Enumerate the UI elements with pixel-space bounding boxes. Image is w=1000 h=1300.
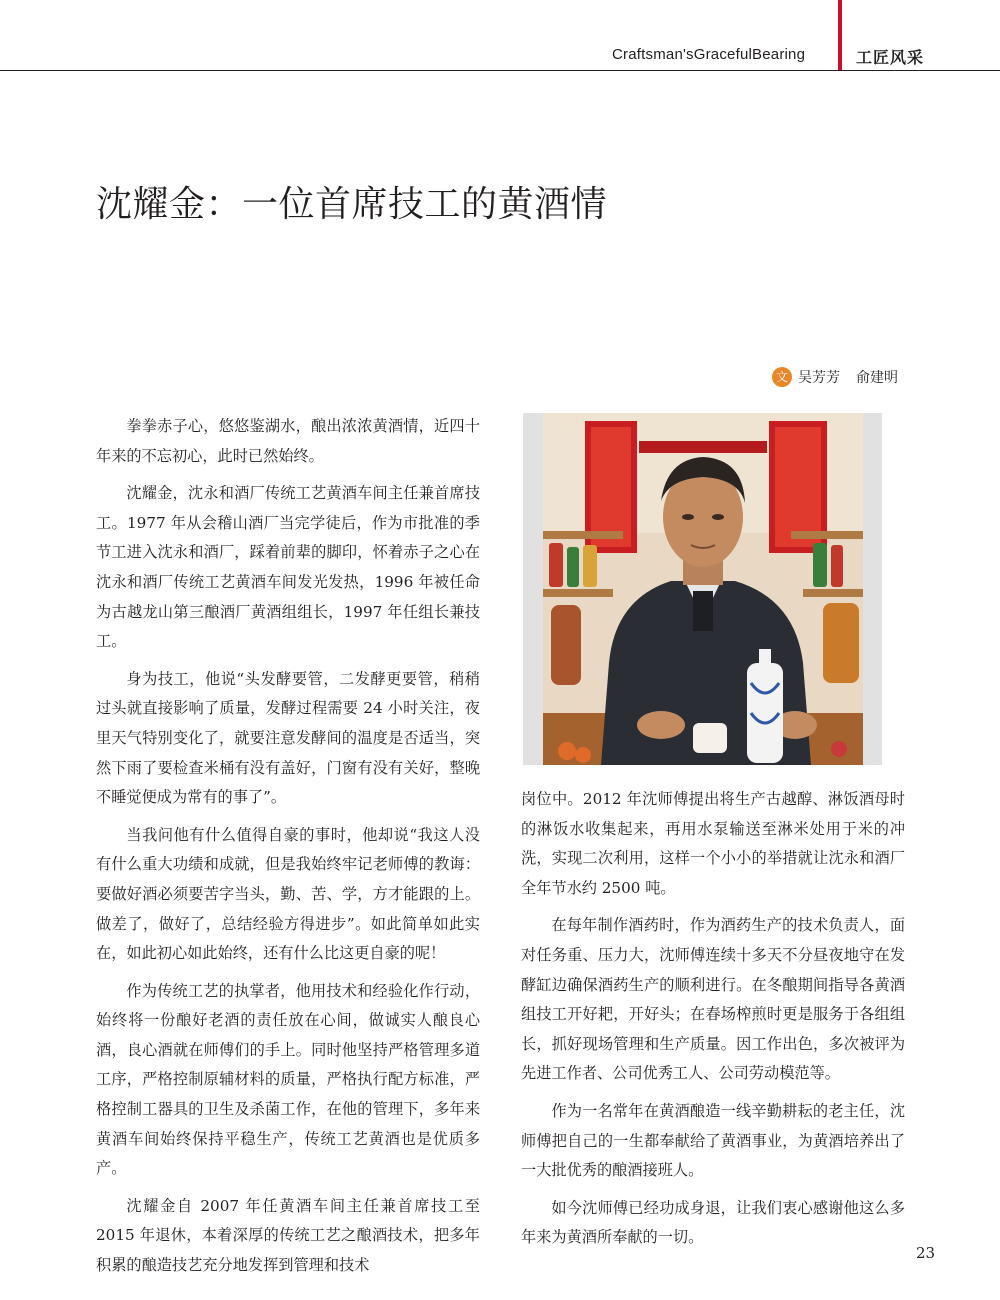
byline-badge-icon: 文 (772, 367, 792, 387)
paragraph: 当我问他有什么值得自豪的事时，他却说“我这人没有什么重大功绩和成就，但是我始终牢记老师傅的教诲：要做好酒必须要苦字当头，勤、苦、学，方才能跟的上。做差了，做好了，总结经验方得进步”。如此简单如此实在，如此初心如此始终，还有什么比这更自豪的呢！ (96, 825, 480, 963)
paragraph: 拳拳赤子心，悠悠鉴湖水，酿出浓浓黄酒情，近四十年来的不忘初心，此时已然始终。 (96, 417, 480, 465)
paragraph: 如今沈师傅已经功成身退，让我们衷心感谢他这么多年来为黄酒所奉献的一切。 (521, 1198, 905, 1247)
author-name: 吴芳芳 (798, 370, 840, 386)
paragraph: 作为传统工艺的执掌者，他用技术和经验化作行动，始终将一份酿好老酒的责任放在心间，做诚实人酿良心酒，良心酒就在师傅们的手上。同时他坚持严格管理多道工序，严格控制原辅材料的质量，严格执行配方标准，严格控制工器具的卫生及杀菌工作，在他的管理下，多年来黄酒车间始终保持平稳生产，传统工艺黄酒也是优质多产。 (96, 981, 480, 1178)
page-number: 23 (916, 1244, 936, 1262)
byline (772, 366, 898, 388)
author-name: 俞建明 (856, 370, 898, 386)
article-column-right (521, 785, 905, 1261)
paragraph: 岗位中。2012 年沈师傅提出将生产古越醇、淋饭酒母时的淋饭水收集起来，再用水泵输送至淋米处用于米的冲洗，实现二次利用，这样一个小小的举措就让沈永和酒厂全年节水约 2500 吨。 (521, 790, 905, 897)
header-rule (0, 70, 1000, 71)
header-section-label: 工匠风采 (856, 48, 925, 67)
article-column-left (96, 412, 480, 1289)
header-english-title: Craftsman'sGracefulBearing (612, 46, 806, 63)
article-title: 沈耀金：一位首席技工的黄酒情 (96, 184, 608, 225)
portrait-photo-frame (523, 413, 882, 765)
paragraph: 身为技工，他说“头发酵要管，二发酵更要管，稍稍过头就直接影响了质量，发酵过程需要 24 小时关注，夜里天气特别变化了，就要注意发酵间的温度是否适当，突然下雨了要检查米桶有没有盖好，门窗有没有关好，整晚不睡觉便成为常有的事了”。 (96, 669, 480, 807)
header-accent-bar (838, 0, 842, 70)
paragraph: 作为一名常年在黄酒酿造一线辛勤耕耘的老主任，沈师傅把自己的一生都奉献给了黄酒事业，为黄酒培养出了一大批优秀的酿酒接班人。 (521, 1101, 905, 1180)
portrait-photo (543, 413, 863, 765)
paragraph: 沈耀金自 2007 年任黄酒车间主任兼首席技工至 2015 年退休，本着深厚的传统工艺之酿酒技术，把多年积累的酿造技艺充分地发挥到管理和技术 (96, 1196, 480, 1275)
paragraph: 沈耀金，沈永和酒厂传统工艺黄酒车间主任兼首席技工。1977 年从会稽山酒厂当完学徒后，作为市批准的季节工进入沈永和酒厂，踩着前辈的脚印，怀着赤子之心在沈永和酒厂传统工艺黄酒车间发光发热，1996 年被任命为古越龙山第三酿酒厂黄酒组组长，1997 年任组长兼技工。 (96, 484, 480, 651)
paragraph: 在每年制作酒药时，作为酒药生产的技术负责人，面对任务重、压力大，沈师傅连续十多天不分昼夜地守在发酵缸边确保酒药生产的顺利进行。在冬酿期间指导各黄酒组技工开好耙，开好头；在春场榨煎时更是服务于各组组长，抓好现场管理和生产质量。因工作出色，多次被评为先进工作者、公司优秀工人、公司劳动模范等。 (521, 916, 905, 1083)
